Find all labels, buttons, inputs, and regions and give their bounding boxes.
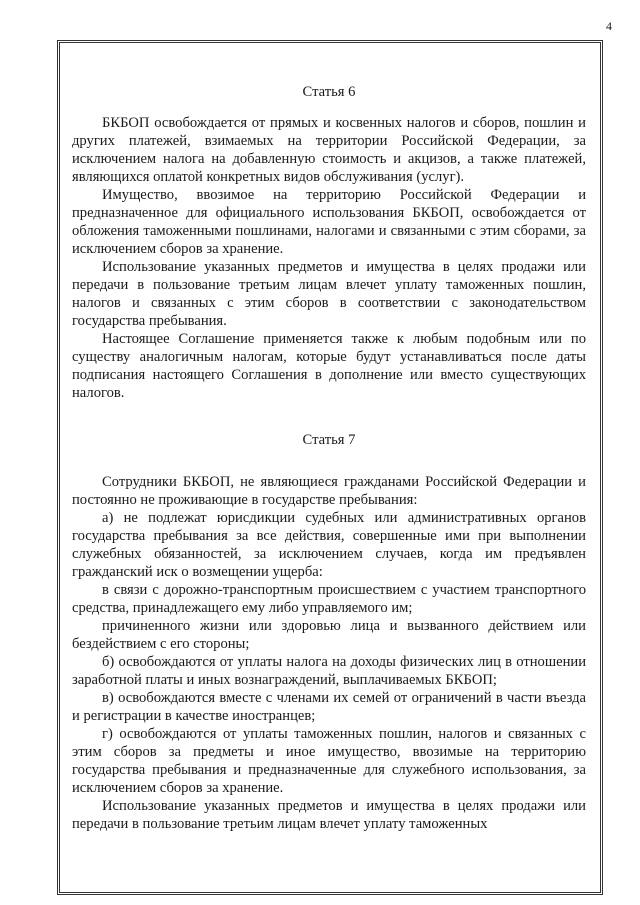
article-7-paragraph-4: причиненного жизни или здоровью лица и вызванного действием или бездействием с его стороны; bbox=[72, 618, 586, 652]
article-6-paragraph-1: БКБОП освобождается от прямых и косвенных налогов и сборов, пошлин и других платежей, взимаемых на территории Российской Федерации, за исключением налога на добавленную стоимость и акцизов, а также платежей, являющихся оплатой конкретных видов обслуживания (услуг). bbox=[72, 115, 586, 185]
article-6-paragraph-3: Использование указанных предметов и имущества в целях продажи или передачи в пользование третьим лицам влечет уплату таможенных пошлин, налогов и связанных с этим сборов в соответствии с законодательством государства пребывания. bbox=[72, 259, 586, 329]
article-7-paragraph-3: в связи с дорожно-транспортным происшествием с участием транспортного средства, принадлежащего ему либо управляемого им; bbox=[72, 582, 586, 616]
article-6-title: Статья 6 bbox=[302, 84, 356, 100]
article-7-paragraph-5: б) освобождаются от уплаты налога на доходы физических лиц в отношении заработной платы и иных вознаграждений, выплачиваемых БКБОП; bbox=[72, 654, 586, 688]
article-7-paragraph-7: г) освобождаются от уплаты таможенных пошлин, налогов и связанных с этим сборов за предметы и иное имущество, ввозимые на территорию государства пребывания и предназначенные для служебного использования, за исключением сборов за хранение. bbox=[72, 726, 586, 796]
article-7-paragraph-2: а) не подлежат юрисдикции судебных или административных органов государства пребывания за все действия, совершенные ими при выполнении служебных обязанностей, за исключением случаев, когда им предъявлен гражданский иск о возмещении ущерба: bbox=[72, 510, 586, 580]
article-7-title: Статья 7 bbox=[302, 432, 356, 448]
article-7-paragraph-6: в) освобождаются вместе с членами их семей от ограничений в части въезда и регистрации в качестве иностранцев; bbox=[72, 690, 586, 724]
document-body bbox=[72, 83, 586, 833]
page-number: 4 bbox=[606, 19, 612, 33]
article-6-paragraph-4: Настоящее Соглашение применяется также к любым подобным или по существу аналогичным налогам, которые будут устанавливаться после даты подписания настоящего Соглашения в дополнение или вместо существующих налогов. bbox=[72, 331, 586, 401]
article-6-paragraph-2: Имущество, ввозимое на территорию Российской Федерации и предназначенное для официального использования БКБОП, освобождается от обложения таможенными пошлинами, налогами и связанными с этим сборами, за исключением сборов за хранение. bbox=[72, 187, 586, 257]
document-frame bbox=[57, 40, 603, 895]
article-7-paragraph-8: Использование указанных предметов и имущества в целях продажи или передачи в пользование третьим лицам влечет уплату таможенных bbox=[72, 798, 586, 832]
article-7-paragraph-1: Сотрудники БКБОП, не являющиеся гражданами Российской Федерации и постоянно не проживающие в государстве пребывания: bbox=[72, 474, 586, 508]
